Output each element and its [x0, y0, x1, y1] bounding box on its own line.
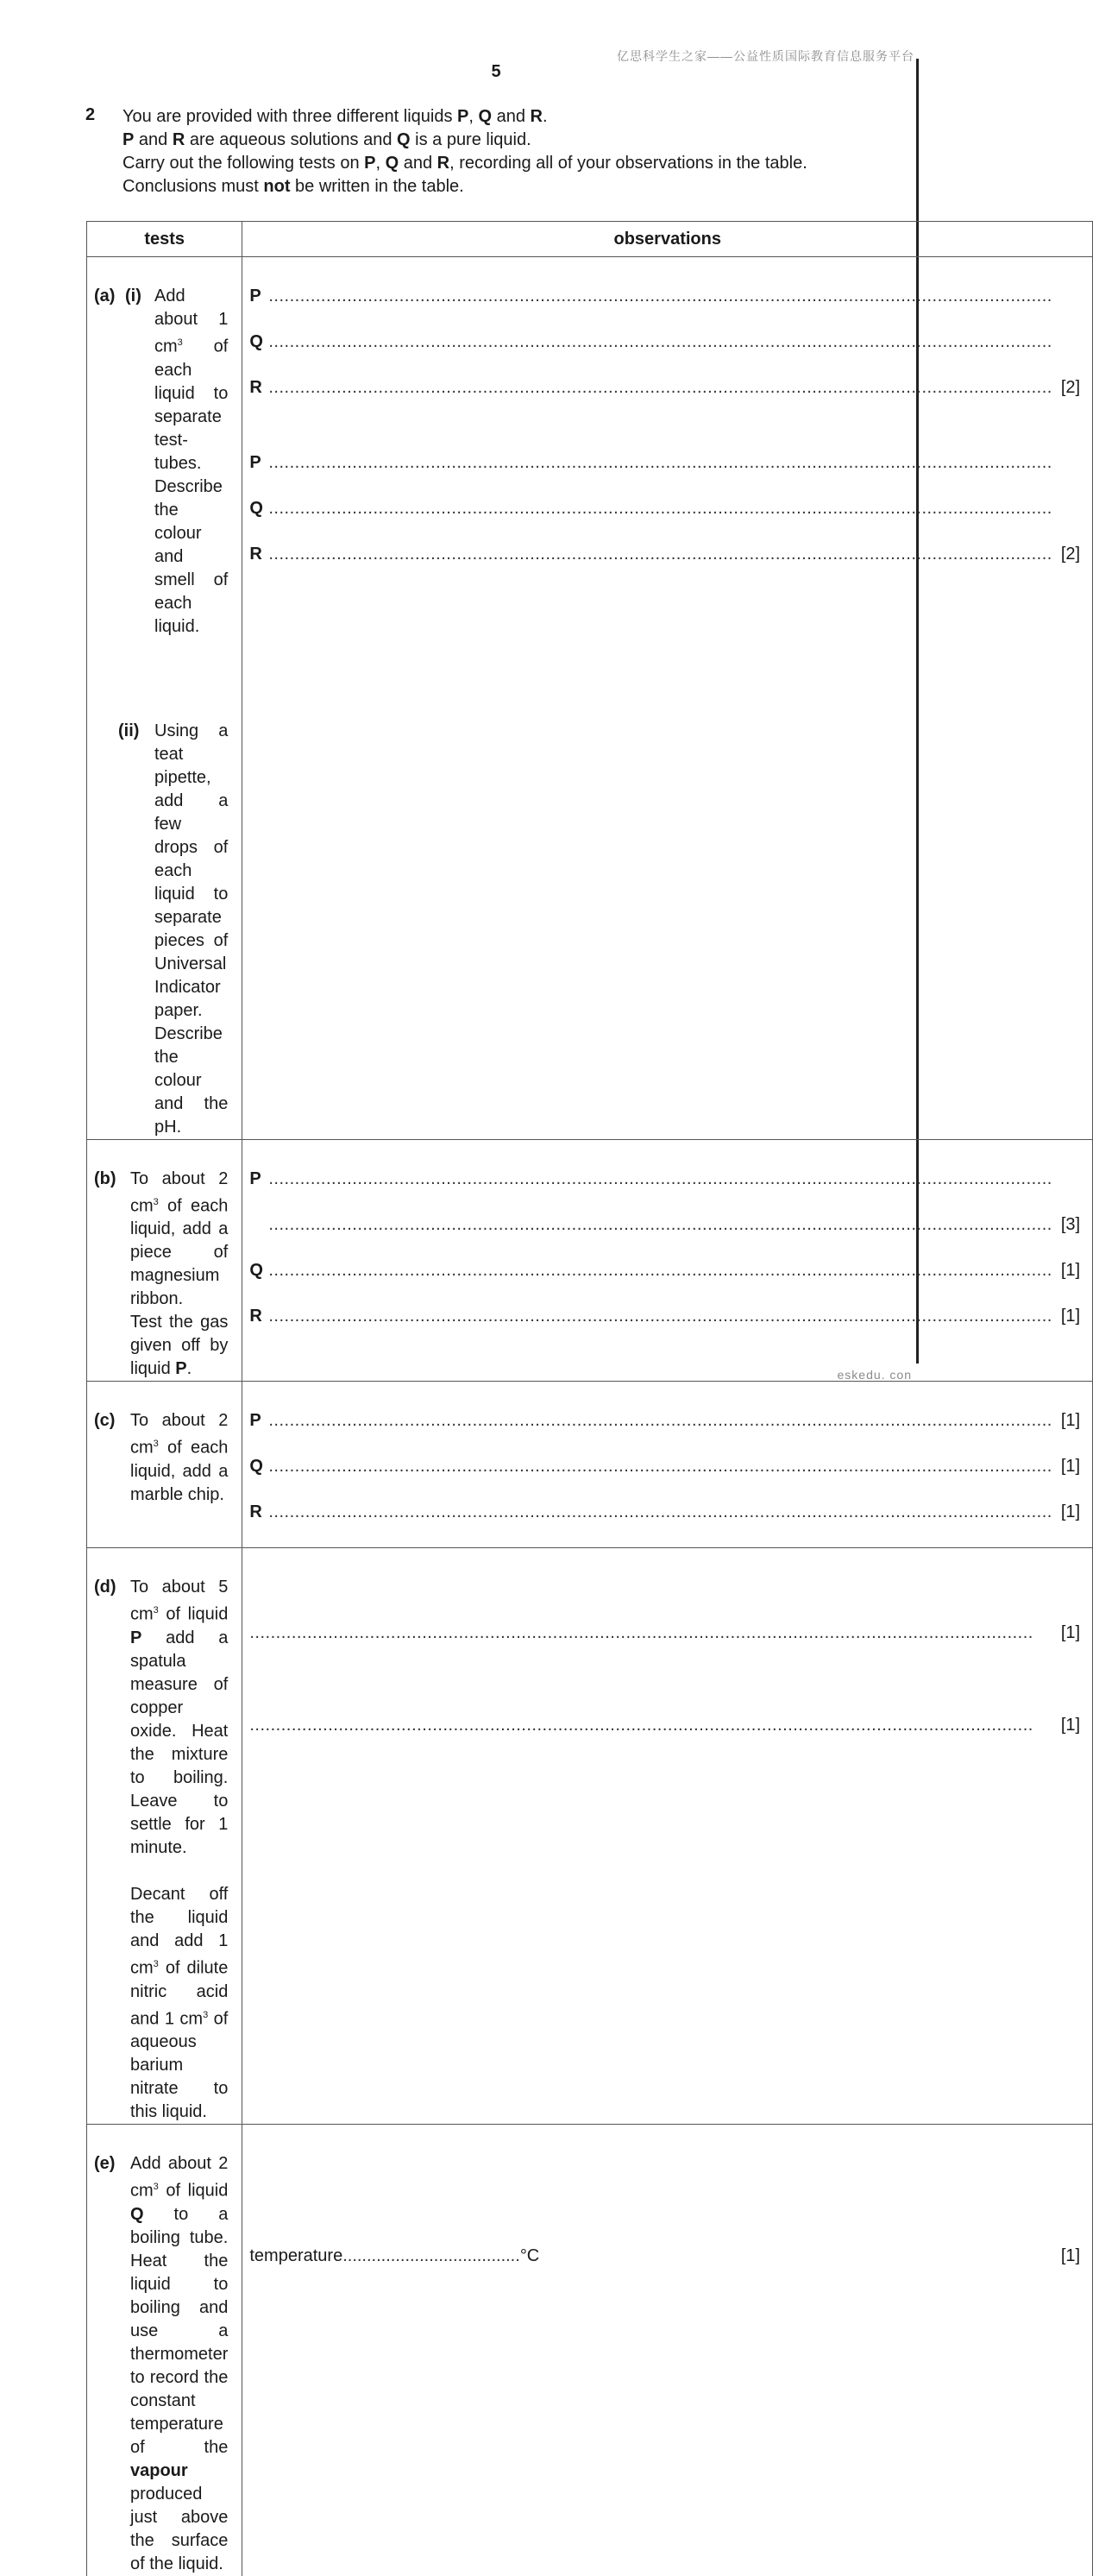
- obs-line[interactable]: P .....: [249, 451, 1080, 475]
- table-row-d: [87, 1548, 1093, 2125]
- tests-observations-table: [86, 221, 1093, 2576]
- obs-line[interactable]: P .....: [249, 285, 1080, 308]
- obs-line[interactable]: P .....: [249, 1168, 1080, 1191]
- test-cell-a: [87, 257, 242, 1140]
- test-c-text: To about 2 $cm^3$ of each liquid, add a marble chip.: [130, 1411, 229, 1504]
- header-tests: tests: [87, 222, 242, 257]
- obs-cell-c: [242, 1382, 1093, 1548]
- obs-line[interactable]: ..... [3]: [249, 1213, 1080, 1237]
- test-a-ii: [94, 720, 228, 1139]
- table-row-a: [87, 257, 1093, 1140]
- table-row-e: [87, 2125, 1093, 2576]
- mark-e: [1]: [1060, 2246, 1081, 2266]
- test-cell-c: [87, 1382, 242, 1548]
- obs-line[interactable]: R ..... [1]: [249, 1305, 1080, 1328]
- obs-cell-a: [242, 257, 1093, 1140]
- intro-line-3: Carry out the following tests on P, Q and R, recording all of your observations in the table.: [122, 154, 807, 173]
- label-e: (e): [94, 2154, 116, 2174]
- obs-line[interactable]: R ..... [2]: [249, 376, 1080, 400]
- watermark-text: 亿思科学生之家——公益性质国际教育信息服务平台: [617, 49, 914, 63]
- footer-site: eskedu. con: [837, 1368, 912, 1382]
- test-e-text: Add about 2 $cm^3$ of liquid Q to a boiling tube. Heat the liquid to boiling and use a thermometer to record the constant temperature of the vapour produced just above the surface of the liquid.: [130, 2154, 229, 2573]
- test-c: [94, 1409, 228, 1507]
- table-row-c: [87, 1382, 1093, 1548]
- label-d: (d): [94, 1578, 116, 1597]
- test-d: [94, 1576, 228, 2124]
- test-cell-e: [87, 2125, 242, 2576]
- table-header-row: [87, 222, 1093, 257]
- test-cell-b: [87, 1139, 242, 1382]
- intro-line-4: Conclusions must not be written in the table.: [122, 177, 464, 196]
- obs-line[interactable]: P ..... [1]: [249, 1409, 1080, 1433]
- temperature-line[interactable]: temperature ..................................... °C [1]: [249, 2245, 1080, 2268]
- question-intro: [122, 105, 899, 198]
- temperature-label: temperature: [249, 2246, 343, 2266]
- intro-line-1: You are provided with three different liquids P, Q and R.: [122, 107, 548, 126]
- test-cell-d: [87, 1548, 242, 2125]
- test-b-text: To about 2 $cm^3$ of each liquid, add a piece of magnesium ribbon. Test the gas given off by liquid P.: [130, 1168, 229, 1379]
- label-c: (c): [94, 1411, 116, 1431]
- label-a: (a): [94, 287, 116, 305]
- obs-line[interactable]: R ..... [1]: [249, 1501, 1080, 1524]
- table-row-b: [87, 1139, 1093, 1382]
- test-a-ii-text: Using a teat pipette, add a few drops of each liquid to separate pieces of Universal Indicator paper. Describe the colour and the pH.: [154, 721, 229, 1137]
- obs-line[interactable]: Q .....: [249, 331, 1080, 354]
- obs-line[interactable]: Q .....: [249, 497, 1080, 520]
- obs-cell-d: [242, 1548, 1093, 2125]
- test-a-i: [94, 285, 228, 639]
- page-number: 5: [491, 62, 501, 81]
- obs-line[interactable]: Q ..... [1]: [249, 1455, 1080, 1478]
- obs-line[interactable]: R ..... [2]: [249, 543, 1080, 566]
- test-a-i-text: Add about 1 $cm^3$ of each liquid to separate test-tubes. Describe the colour and smell of each liquid.: [154, 287, 229, 636]
- test-b: [94, 1168, 228, 1382]
- question-number: 2: [85, 105, 96, 124]
- obs-cell-e: [242, 2125, 1093, 2576]
- label-b: (b): [94, 1168, 116, 1188]
- obs-line[interactable]: Q ..... [1]: [249, 1259, 1080, 1282]
- obs-line[interactable]: ..... [1]: [249, 1622, 1080, 1645]
- test-e: [94, 2152, 228, 2576]
- test-d-text: To about 5 $cm^3$ of liquid P add a spatula measure of copper oxide. Heat the mixture to boiling. Leave to settle for 1 minute. Decant off the liquid and add 1 $cm^3$ of dilute nitric acid and 1 $cm^3$ of aqueous barium nitrate to this liquid.: [130, 1578, 229, 2122]
- label-a-ii: (ii): [118, 721, 140, 740]
- temperature-unit: °C: [519, 2246, 540, 2266]
- obs-cell-b: [242, 1139, 1093, 1382]
- header-observations: observations: [242, 222, 1093, 257]
- obs-line[interactable]: ..... [1]: [249, 1714, 1080, 1737]
- label-a-i: (i): [125, 287, 141, 305]
- intro-line-2: P and R are aqueous solutions and Q is a pure liquid.: [122, 130, 531, 149]
